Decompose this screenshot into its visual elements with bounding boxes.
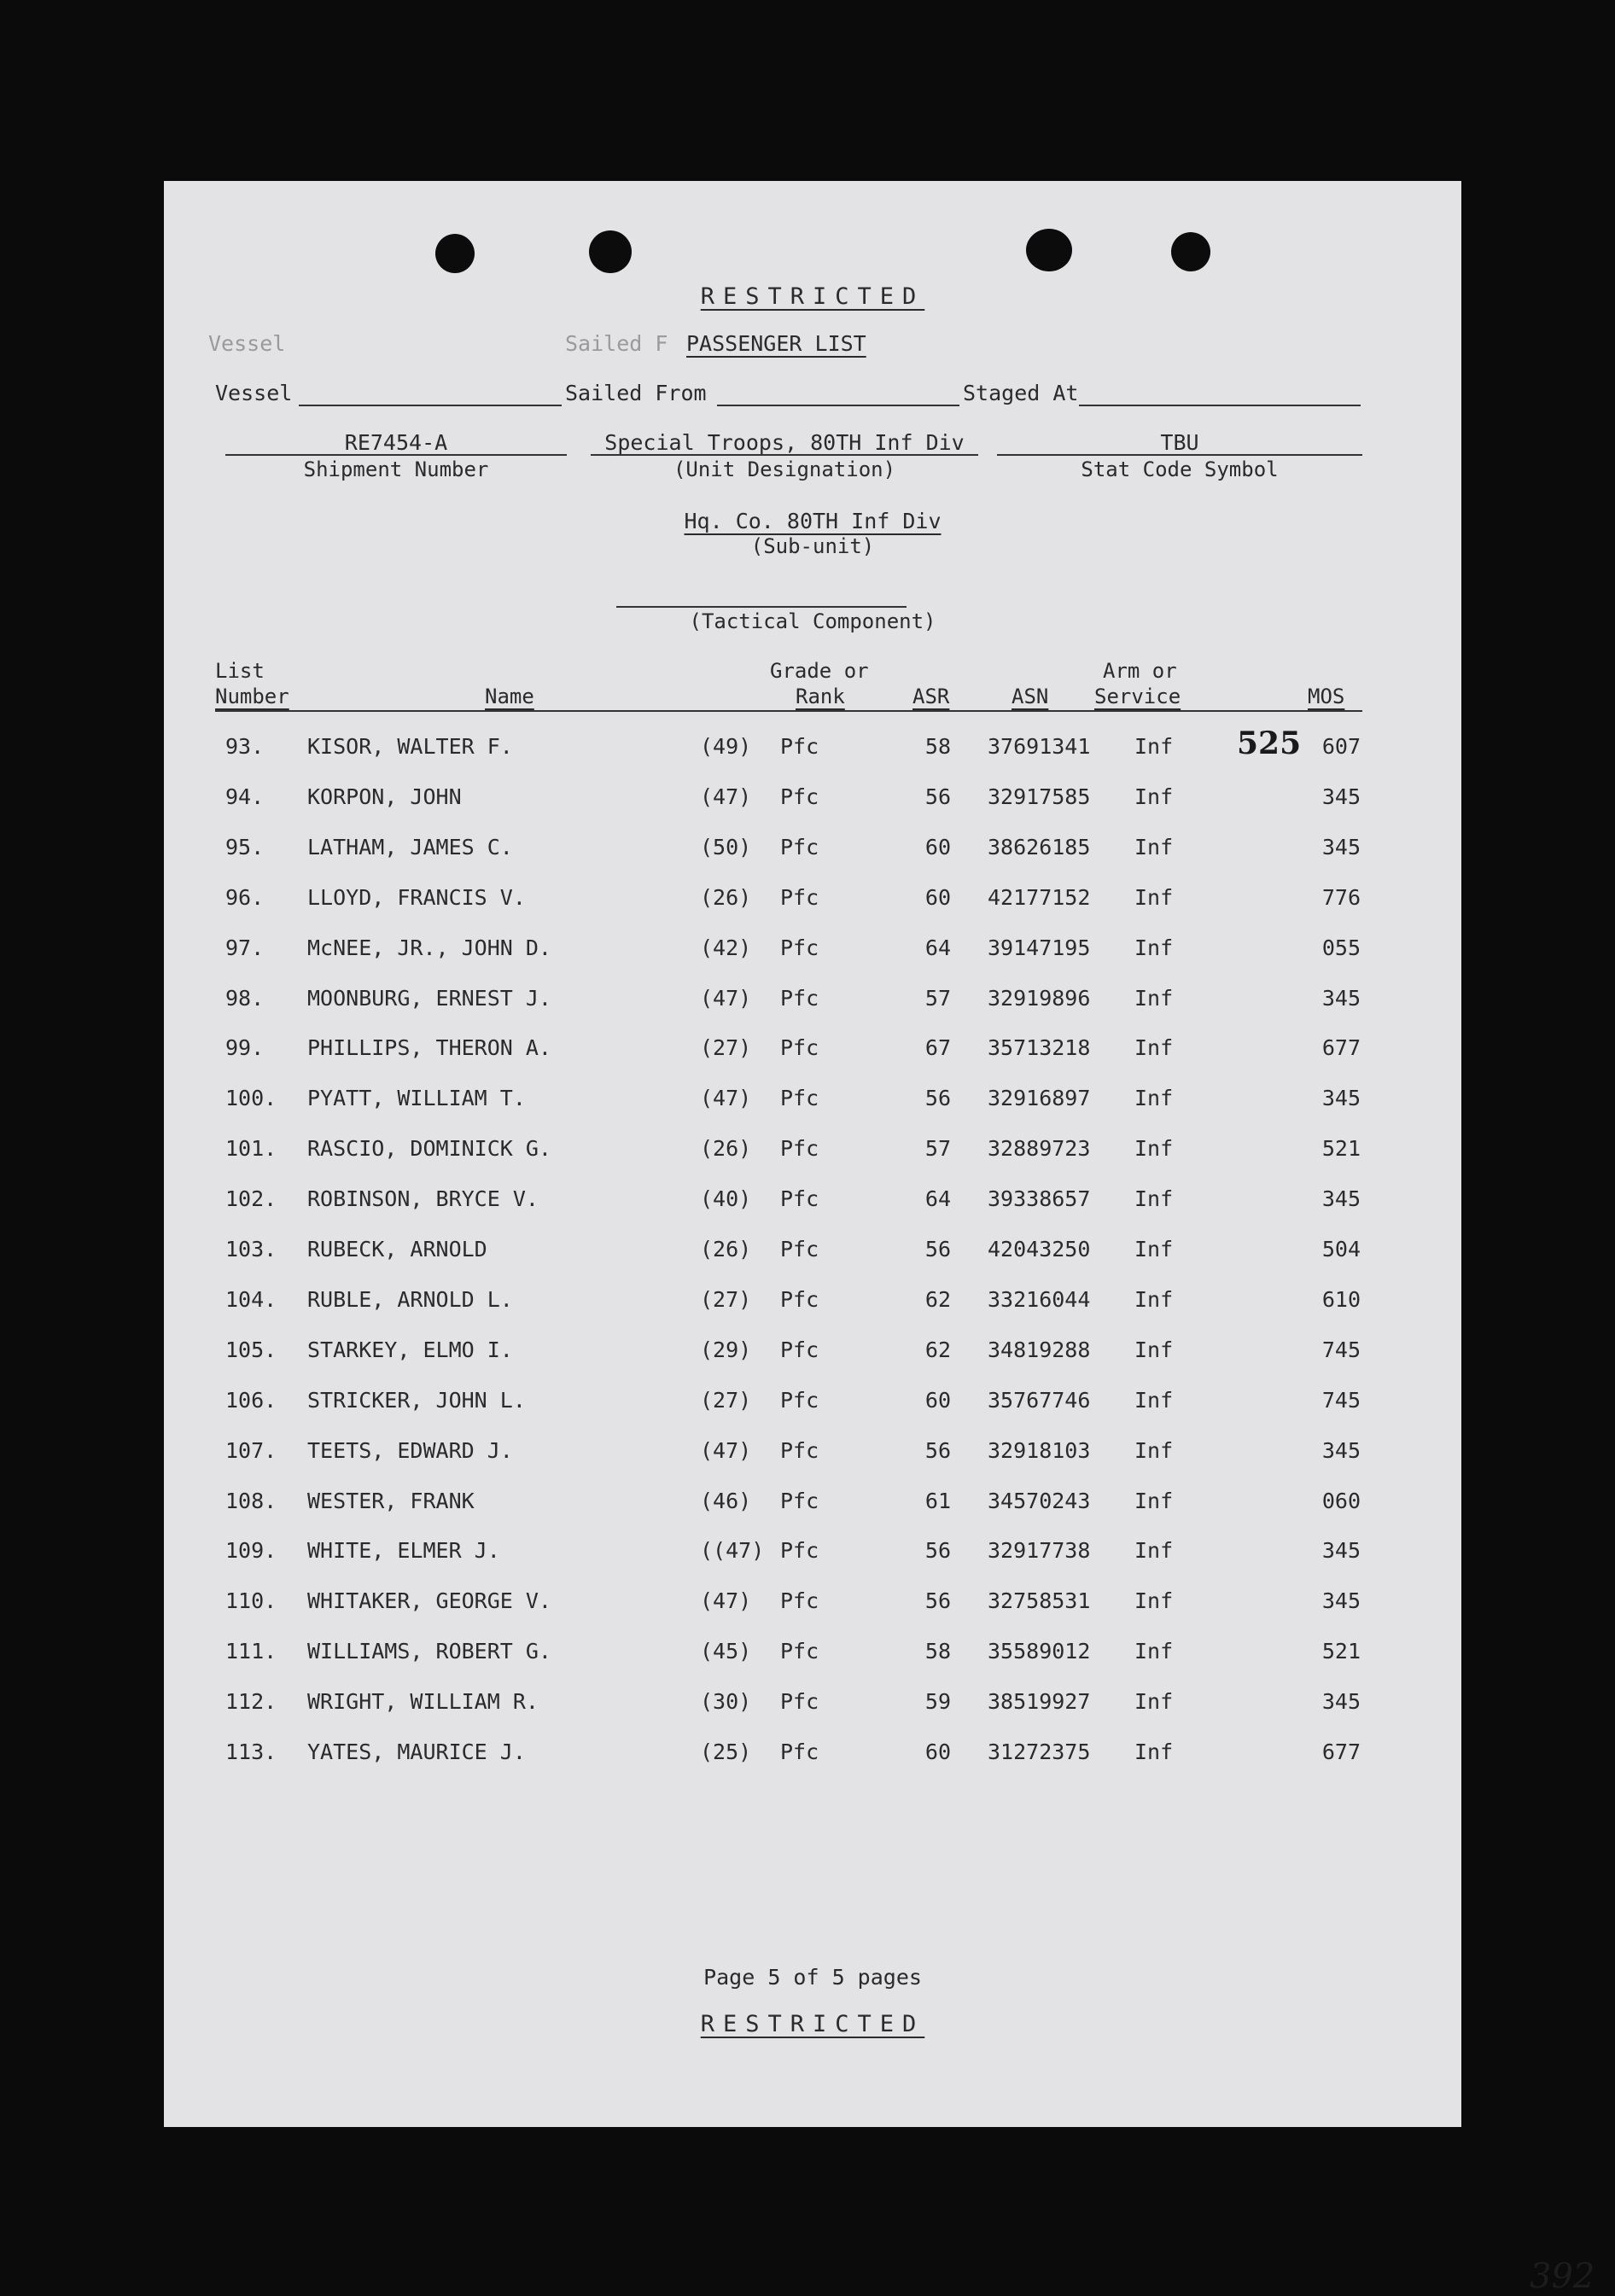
punch-hole [589,230,632,273]
table-row [164,1186,1461,1221]
cell-mos: 345 [1321,1186,1361,1212]
cell-num: 106. [225,1387,277,1413]
table-row [164,1136,1461,1170]
cell-asr: 62 [924,1337,951,1362]
cell-name: PYATT, WILLIAM T. [307,1086,526,1111]
cell-asn: 32758531 [988,1588,1091,1614]
cell-num: 95. [225,834,265,860]
cell-age: (42) [700,935,752,960]
cell-age: (45) [700,1639,752,1664]
table-row [164,1489,1461,1523]
cell-rank: Pfc [780,1186,819,1212]
cell-asr: 57 [924,985,951,1011]
cell-age: (26) [700,884,752,910]
cell-arm: Inf [1134,1136,1174,1162]
cell-arm: Inf [1134,1488,1174,1513]
cell-age: (46) [700,1488,752,1513]
cell-age: (47) [700,1086,752,1111]
cell-num: 102. [225,1186,277,1212]
cell-age: (47) [700,985,752,1011]
vessel-field-line [299,405,562,406]
cell-age: (25) [700,1739,752,1764]
unit-designation: Special Troops, 80TH Inf Div [604,430,965,455]
sailed-from-field-line [717,405,959,406]
cell-name: WESTER, FRANK [307,1488,475,1513]
cell-num: 112. [225,1689,277,1715]
sailed-from-label: Sailed From [565,381,707,405]
cell-mos: 060 [1321,1488,1361,1513]
cell-arm: Inf [1134,1186,1174,1212]
unit-label: (Unit Designation) [673,457,896,481]
cell-arm: Inf [1134,1286,1174,1312]
cell-arm: Inf [1134,1437,1174,1463]
cell-mos: 504 [1321,1237,1361,1262]
cell-rank: Pfc [780,985,819,1011]
cell-rank: Pfc [780,834,819,860]
cell-name: KORPON, JOHN [307,784,462,809]
cell-age: (47) [700,1588,752,1614]
tactical-field-line [616,606,907,608]
cell-name: KISOR, WALTER F. [307,734,513,759]
cell-asr: 56 [924,1437,951,1463]
cell-asn: 32917738 [988,1538,1091,1564]
cell-asr: 62 [924,1286,951,1312]
cell-asr: 64 [924,935,951,960]
col-list-1: List [215,659,265,683]
cell-asr: 60 [924,1739,951,1764]
cell-num: 97. [225,935,265,960]
col-name: Name [485,685,534,708]
cell-arm: Inf [1134,1337,1174,1362]
cell-rank: Pfc [780,1739,819,1764]
cell-arm: Inf [1134,1639,1174,1664]
cell-asr: 60 [924,884,951,910]
cell-mos: 745 [1321,1387,1361,1413]
cell-mos: 677 [1321,1739,1361,1764]
cell-asn: 32918103 [988,1437,1091,1463]
cell-asn: 32917585 [988,784,1091,809]
cell-mos: 345 [1321,1086,1361,1111]
cell-arm: Inf [1134,935,1174,960]
cell-asn: 35767746 [988,1387,1091,1413]
cell-age: (27) [700,1387,752,1413]
cell-name: LLOYD, FRANCIS V. [307,884,526,910]
cell-arm: Inf [1134,734,1174,759]
cell-asn: 34570243 [988,1488,1091,1513]
vessel-label: Vessel [215,381,293,405]
cell-num: 94. [225,784,265,809]
table-row [164,1237,1461,1271]
cell-asr: 60 [924,1387,951,1413]
cell-mos: 607 [1321,734,1361,759]
cell-arm: Inf [1134,1689,1174,1715]
cell-age: (26) [700,1237,752,1262]
cell-age: ((47) [700,1538,765,1564]
cell-mos: 345 [1321,1689,1361,1715]
col-grade-2: Rank [796,685,845,708]
cell-name: RUBLE, ARNOLD L. [307,1286,513,1312]
table-row [164,1689,1461,1723]
cell-num: 93. [225,734,265,759]
cell-mos: 610 [1321,1286,1361,1312]
shipment-number: RE7454-A [344,430,448,455]
cell-mos: 345 [1321,1538,1361,1564]
cell-asn: 35589012 [988,1639,1091,1664]
cell-asr: 61 [924,1488,951,1513]
cell-arm: Inf [1134,1588,1174,1614]
cell-rank: Pfc [780,1086,819,1111]
staged-at-label: Staged At [963,381,1079,405]
cell-rank: Pfc [780,1689,819,1715]
cell-age: (27) [700,1035,752,1061]
table-row [164,935,1461,970]
cell-age: (27) [700,1286,752,1312]
cell-arm: Inf [1134,985,1174,1011]
col-asn: ASN [1012,685,1049,708]
cell-num: 111. [225,1639,277,1664]
cell-name: STARKEY, ELMO I. [307,1337,513,1362]
cell-rank: Pfc [780,1035,819,1061]
table-row [164,885,1461,919]
cell-arm: Inf [1134,1086,1174,1111]
cell-asr: 57 [924,1136,951,1162]
cell-mos: 345 [1321,1588,1361,1614]
cell-asn: 31272375 [988,1739,1091,1764]
cell-rank: Pfc [780,1136,819,1162]
cell-arm: Inf [1134,1237,1174,1262]
cell-asr: 58 [924,734,951,759]
cell-asn: 39338657 [988,1186,1091,1212]
cell-name: YATES, MAURICE J. [307,1739,526,1764]
cell-age: (49) [700,734,752,759]
cell-asr: 56 [924,1237,951,1262]
cell-name: LATHAM, JAMES C. [307,834,513,860]
cell-num: 101. [225,1136,277,1162]
cell-rank: Pfc [780,1437,819,1463]
cell-name: PHILLIPS, THERON A. [307,1035,551,1061]
cell-asr: 60 [924,834,951,860]
col-arm-1: Arm or [1103,659,1177,683]
cell-name: STRICKER, JOHN L. [307,1387,526,1413]
cell-name: ROBINSON, BRYCE V. [307,1186,539,1212]
cell-rank: Pfc [780,1538,819,1564]
cell-name: RUBECK, ARNOLD [307,1237,487,1262]
cell-asn: 42177152 [988,884,1091,910]
cell-arm: Inf [1134,1538,1174,1564]
table-row [164,1639,1461,1673]
punch-hole [435,234,475,273]
cell-mos: 345 [1321,834,1361,860]
cell-arm: Inf [1134,1739,1174,1764]
cell-arm: Inf [1134,1387,1174,1413]
cell-name: McNEE, JR., JOHN D. [307,935,551,960]
cell-arm: Inf [1134,1035,1174,1061]
cell-asn: 38626185 [988,834,1091,860]
cell-name: WHITAKER, GEORGE V. [307,1588,551,1614]
cell-rank: Pfc [780,1237,819,1262]
cell-num: 109. [225,1538,277,1564]
cell-mos: 745 [1321,1337,1361,1362]
col-arm-2: Service [1094,685,1181,708]
col-list-2: Number [215,685,289,708]
cell-asr: 58 [924,1639,951,1664]
cell-asr: 56 [924,1086,951,1111]
cell-num: 107. [225,1437,277,1463]
faint-sailed-text: Sailed F [565,331,668,356]
cell-num: 98. [225,985,265,1011]
cell-mos: 521 [1321,1639,1361,1664]
stat-label: Stat Code Symbol [1081,457,1279,481]
table-row [164,1438,1461,1472]
cell-asn: 34819288 [988,1337,1091,1362]
cell-age: (47) [700,784,752,809]
col-asr: ASR [912,685,950,708]
cell-mos: 345 [1321,784,1361,809]
table-row [164,1388,1461,1422]
cell-mos: 055 [1321,935,1361,960]
cell-rank: Pfc [780,734,819,759]
document-page [164,181,1595,2296]
table-row [164,1086,1461,1120]
tactical-label: (Tactical Component) [689,609,936,633]
cell-arm: Inf [1134,834,1174,860]
table-row [164,1337,1461,1372]
cell-num: 103. [225,1237,277,1262]
cell-num: 99. [225,1035,265,1061]
cell-asn: 39147195 [988,935,1091,960]
cell-num: 96. [225,884,265,910]
table-row [164,1588,1461,1623]
table-row [164,1739,1461,1774]
cell-name: WHITE, ELMER J. [307,1538,500,1564]
table-row [164,1538,1461,1572]
header-rule [215,710,1362,712]
handwritten-page-number: 392 [1530,2257,1595,2296]
cell-num: 113. [225,1739,277,1764]
cell-num: 105. [225,1337,277,1362]
cell-rank: Pfc [780,1387,819,1413]
cell-name: RASCIO, DOMINICK G. [307,1136,551,1162]
cell-mos: 521 [1321,1136,1361,1162]
table-row [164,986,1461,1020]
cell-age: (30) [700,1689,752,1715]
cell-age: (26) [700,1136,752,1162]
cell-num: 104. [225,1286,277,1312]
cell-asr: 59 [924,1689,951,1715]
cell-age: (40) [700,1186,752,1212]
cell-asr: 56 [924,784,951,809]
cell-num: 108. [225,1488,277,1513]
cell-name: WRIGHT, WILLIAM R. [307,1689,539,1715]
cell-mos: 345 [1321,1437,1361,1463]
restricted-footer: RESTRICTED [700,2011,925,2037]
cell-asr: 67 [924,1035,951,1061]
stamp-number: 525 [1237,726,1302,761]
cell-asn: 38519927 [988,1689,1091,1715]
cell-arm: Inf [1134,884,1174,910]
table-row [164,835,1461,869]
table-row [164,1287,1461,1321]
cell-asn: 42043250 [988,1237,1091,1262]
page-title: PASSENGER LIST [686,331,866,356]
table-row [164,784,1461,819]
page-indicator: Page 5 of 5 pages [703,1965,922,1990]
faint-vessel-text: Vessel [208,331,286,356]
cell-asn: 33216044 [988,1286,1091,1312]
col-grade-1: Grade or [770,659,869,683]
cell-name: TEETS, EDWARD J. [307,1437,513,1463]
punch-hole [1171,232,1210,271]
cell-rank: Pfc [780,1337,819,1362]
cell-asn: 35713218 [988,1035,1091,1061]
cell-num: 110. [225,1588,277,1614]
cell-rank: Pfc [780,784,819,809]
shipment-label: Shipment Number [303,457,489,481]
cell-rank: Pfc [780,935,819,960]
stat-code: TBU [1160,430,1199,455]
cell-arm: Inf [1134,784,1174,809]
staged-at-field-line [1079,405,1361,406]
cell-age: (50) [700,834,752,860]
cell-name: MOONBURG, ERNEST J. [307,985,551,1011]
cell-age: (29) [700,1337,752,1362]
cell-asn: 37691341 [988,734,1091,759]
restricted-header: RESTRICTED [700,283,925,310]
cell-asr: 64 [924,1186,951,1212]
cell-asn: 32919896 [988,985,1091,1011]
cell-name: WILLIAMS, ROBERT G. [307,1639,551,1664]
cell-asn: 32916897 [988,1086,1091,1111]
cell-mos: 345 [1321,985,1361,1011]
cell-asn: 32889723 [988,1136,1091,1162]
cell-num: 100. [225,1086,277,1111]
col-mos: MOS [1308,685,1345,708]
cell-asr: 56 [924,1538,951,1564]
cell-rank: Pfc [780,1286,819,1312]
cell-mos: 776 [1321,884,1361,910]
cell-rank: Pfc [780,1488,819,1513]
cell-mos: 677 [1321,1035,1361,1061]
cell-rank: Pfc [780,1639,819,1664]
sub-unit: Hq. Co. 80TH Inf Div [684,509,942,533]
cell-asr: 56 [924,1588,951,1614]
cell-rank: Pfc [780,884,819,910]
table-row [164,1035,1461,1069]
punch-hole [1026,229,1072,271]
cell-rank: Pfc [780,1588,819,1614]
sub-unit-label: (Sub-unit) [750,534,875,558]
cell-age: (47) [700,1437,752,1463]
